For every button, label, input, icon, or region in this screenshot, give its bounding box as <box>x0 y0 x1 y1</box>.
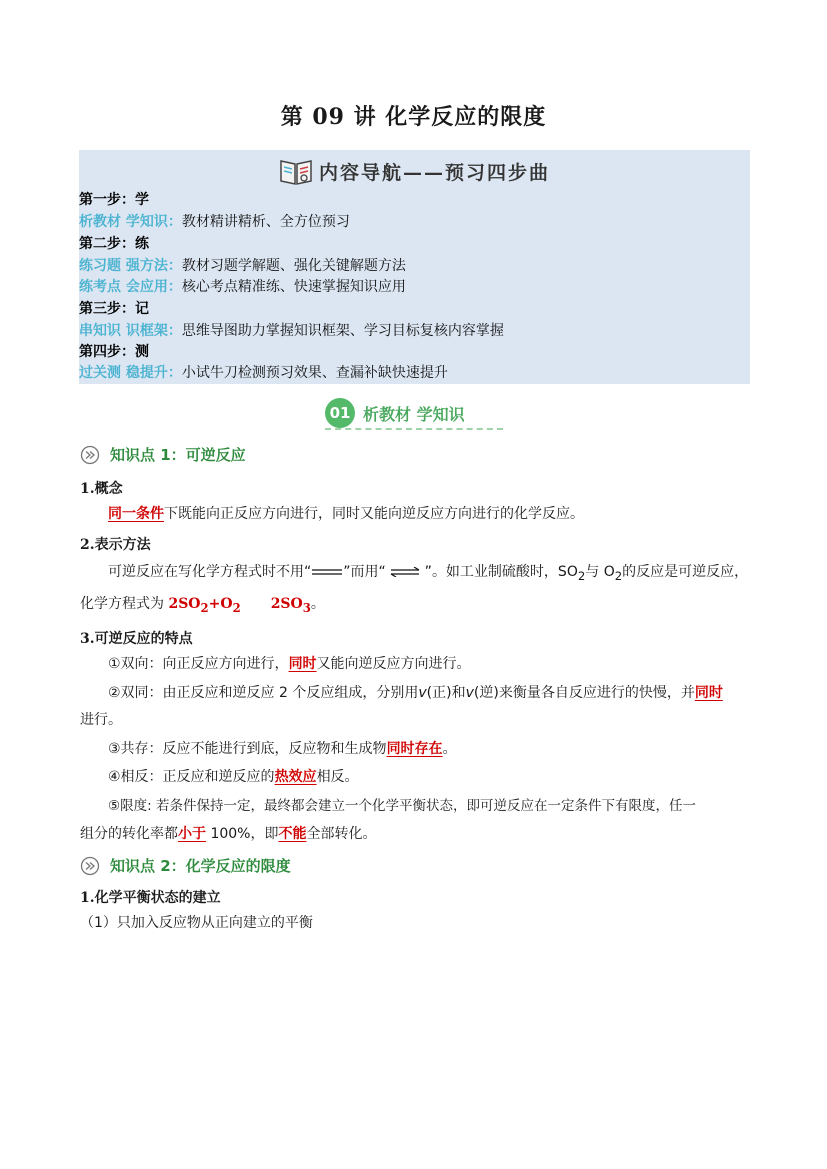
representation-line-2: 化学方程式为 $2SO_2+O_2$ $2SO_3$。 <box>80 596 325 615</box>
feature-2-continued: 进行。 <box>80 712 122 728</box>
feature-3: ③共存：反应不能进行到底，反应物和生成物同时存在。 <box>108 741 457 757</box>
chevron-circle-icon <box>80 445 100 465</box>
step-3-item: 串知识 识框架：思维导图助力掌握知识框架、学习目标复核内容掌握 <box>79 323 504 339</box>
step-1-item: 析教材 学知识：教材精讲精析、全方位预习 <box>79 214 350 230</box>
features-heading: 3.可逆反应的特点 <box>80 631 193 647</box>
section-badge <box>325 396 465 430</box>
equals-sign-icon <box>311 567 343 577</box>
concept-text: 同一条件下既能向正反应方向进行，同时又能向逆反应方向进行的化学反应。 <box>108 506 584 522</box>
step-2-item-2: 练考点 会应用：核心考点精准练、快速掌握知识应用 <box>79 279 406 295</box>
knowledge-point-2-heading: 知识点 2：化学反应的限度 <box>80 855 291 876</box>
representation-line-1: 可逆反应在写化学方程式时不用“ ”而用“ ”。如工业制硫酸时，$SO_2$与 $O_2$的反应是可逆反应， <box>108 564 749 583</box>
nav-header <box>79 154 750 188</box>
chevron-circle-icon <box>80 856 100 876</box>
step-4-item: 过关测 稳提升：小试牛刀检测预习效果、查漏补缺快速提升 <box>79 365 448 381</box>
content-navigation-box <box>79 150 750 384</box>
reversible-arrow-icon <box>390 567 420 577</box>
section-number: 01 <box>325 398 355 428</box>
step-2-item-1: 练习题 强方法：教材习题学解题、强化关键解题方法 <box>79 258 406 274</box>
step-1-heading: 第一步：学 <box>79 192 149 208</box>
feature-1: ①双向：向正反应方向进行，同时又能向逆反应方向进行。 <box>108 656 471 672</box>
page-title: 第 09 讲 化学反应的限度 <box>280 104 547 130</box>
section-underline <box>325 428 503 430</box>
feature-4: ④相反：正反应和逆反应的热效应相反。 <box>108 769 359 785</box>
equilibrium-subheading: （1）只加入反应物从正向建立的平衡 <box>80 915 313 931</box>
nav-title: 内容导航——预习四步曲 <box>318 161 550 184</box>
equilibrium-heading: 1.化学平衡状态的建立 <box>80 890 221 906</box>
step-4-heading: 第四步：测 <box>79 344 149 360</box>
feature-5-continued: 组分的转化率都小于 100%，即不能全部转化。 <box>80 826 377 842</box>
knowledge-point-1-heading: 知识点 1：可逆反应 <box>80 444 246 465</box>
equation-reactants: $2SO_2+O_2$ <box>168 596 241 615</box>
concept-heading: 1.概念 <box>80 481 123 497</box>
feature-2: ②双同：由正反应和逆反应 2 个反应组成，分别用v(正)和v(逆)来衡量各自反应进行的快慢，并同时 <box>108 685 723 701</box>
section-label: 析教材 学知识 <box>363 404 465 424</box>
representation-heading: 2.表示方法 <box>80 537 151 553</box>
feature-5: ⑤限度: 若条件保持一定，最终都会建立一个化学平衡状态，即可逆反应在一定条件下有限度，任一 <box>108 798 696 814</box>
step-3-heading: 第三步：记 <box>79 301 149 317</box>
step-2-heading: 第二步：练 <box>79 236 149 252</box>
book-icon <box>279 156 313 186</box>
equation-products: $2SO_3$ <box>270 596 311 615</box>
